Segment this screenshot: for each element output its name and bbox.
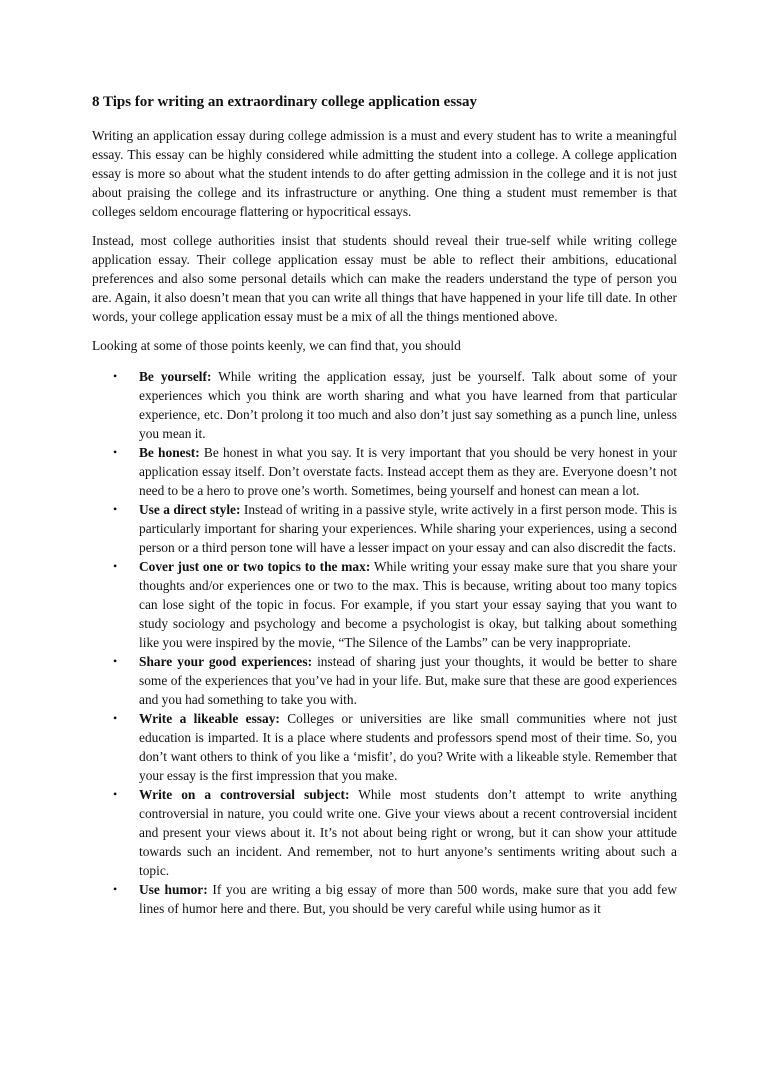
tip-heading: Be honest: <box>139 445 200 460</box>
tip-text: If you are writing a big essay of more than 500 words, make sure that you add few lines of humor here and there. But, you should be very careful while using humor as it <box>139 882 677 916</box>
intro-paragraph-2: Instead, most college authorities insist that students should reveal their true-self while writing college application essay. Their college application essay must be able to reflect their ambitions, educational preferences and also some personal details which can make the readers understand the type of person you are. Again, it also doesn’t mean that you can write all things that have happened in your life till date. In other words, your college application essay must be a mix of all the things mentioned above. <box>92 233 677 324</box>
bullet-icon: • <box>113 882 118 896</box>
document-page <box>92 92 677 918</box>
tip-heading: Use a direct style: <box>139 502 241 517</box>
bullet-icon: • <box>113 369 118 383</box>
tip-item-use-humor <box>92 880 677 918</box>
tip-text: Instead of writing in a passive style, write actively in a first person mode. This is particularly important for sharing your experiences. While sharing your experiences, using a second person or a third person tone will have a lesser impact on your essay and can also discredit the facts. <box>139 502 677 555</box>
tip-item-likeable-essay <box>92 709 677 785</box>
tip-item-be-honest <box>92 443 677 500</box>
bullet-icon: • <box>113 445 118 459</box>
tip-heading: Write a likeable essay: <box>139 711 280 726</box>
bullet-icon: • <box>113 787 118 801</box>
tip-heading: Cover just one or two topics to the max: <box>139 559 371 574</box>
tip-item-good-experiences <box>92 652 677 709</box>
bullet-icon: • <box>113 711 118 725</box>
document-title: 8 Tips for writing an extraordinary college application essay <box>92 94 477 110</box>
tips-list <box>92 367 677 918</box>
tip-item-controversial-subject <box>92 785 677 880</box>
tip-text: While most students don’t attempt to write anything controversial in nature, you could write one. Give your views about a recent controversial incident and present your views about it. It’s not about being right or wrong, but it can show your attitude towards such an incident. And remember, not to hurt anyone’s sentiments writing about such a topic. <box>139 787 677 878</box>
bullet-icon: • <box>113 502 118 516</box>
tip-heading: Share your good experiences: <box>139 654 313 669</box>
tip-item-direct-style <box>92 500 677 557</box>
bullet-icon: • <box>113 654 118 668</box>
tip-item-be-yourself <box>92 367 677 443</box>
tip-text: While writing the application essay, just be yourself. Talk about some of your experiences which you think are worth sharing and what you have learned from that particular experience, etc. Don’t prolong it too much and also don’t just say something as a punch line, unless you mean it. <box>139 369 677 441</box>
tip-text: Be honest in what you say. It is very important that you should be very honest in your application essay itself. Don’t overstate facts. Instead accept them as they are. Everyone doesn’t not need to be a hero to prove one’s worth. Sometimes, being yourself and honest can mean a lot. <box>139 445 678 498</box>
tip-heading: Be yourself: <box>139 369 212 384</box>
tip-text: Colleges or universities are like small communities where not just education is imparted. It is a place where students and professors spend most of their time. So, you don’t want others to think of you like a ‘misfit’, do you? Write with a likeable style. Remember that your essay is the first impression that you make. <box>139 711 678 783</box>
tip-item-one-or-two-topics <box>92 557 677 652</box>
tip-text: instead of sharing just your thoughts, it would be better to share some of the experiences that you’ve had in your life. But, make sure that these are good experiences and you had something to take you with. <box>139 654 677 707</box>
bullet-icon: • <box>113 559 118 573</box>
tip-heading: Write on a controversial subject: <box>139 787 350 802</box>
intro-paragraph-1: Writing an application essay during college admission is a must and every student has to write a meaningful essay. This essay can be highly considered while admitting the student into a college. A college application essay is more so about what the student intends to do after getting admission in the college and it is not just about praising the college and its infrastructure or anything. One thing a student must remember is that colleges seldom encourage flattering or hypocritical essays. <box>92 128 677 219</box>
tip-text: While writing your essay make sure that you share your thoughts and/or experiences one or two to the max. This is because, writing about too many topics can lose sight of the topic in focus. For example, if you start your essay saying that you want to study sociology and psychology and become a psychologist is okay, but talking about something like you were inspired by the movie, “The Silence of the Lambs” can be very inappropriate. <box>139 559 678 650</box>
tip-heading: Use humor: <box>139 882 208 897</box>
tips-lead-sentence: Looking at some of those points keenly, we can find that, you should <box>92 338 461 353</box>
